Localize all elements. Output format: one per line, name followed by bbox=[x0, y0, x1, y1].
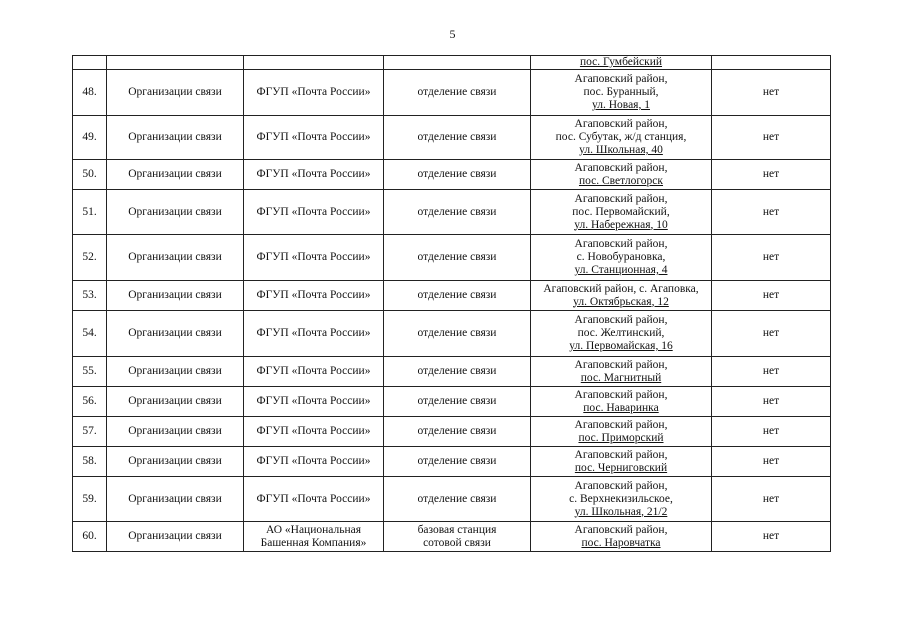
cell-category: Организации связи bbox=[107, 281, 244, 311]
org-line: ФГУП «Почта России» bbox=[256, 365, 371, 377]
cell-num: 56. bbox=[73, 387, 107, 417]
cell-status: нет bbox=[712, 190, 831, 235]
address-line: пос. Наваринка bbox=[583, 401, 659, 414]
table-row bbox=[73, 417, 831, 447]
org-line: ФГУП «Почта России» bbox=[256, 327, 371, 339]
cell-status: нет bbox=[712, 235, 831, 281]
address-line: с. Новобурановка, bbox=[576, 251, 666, 263]
org-line: ФГУП «Почта России» bbox=[256, 131, 371, 143]
cell-address bbox=[531, 160, 712, 190]
cell-address bbox=[531, 522, 712, 552]
cell-status: нет bbox=[712, 160, 831, 190]
table-row bbox=[73, 447, 831, 477]
type-line: отделение связи bbox=[417, 365, 497, 377]
cell-type bbox=[384, 311, 531, 357]
cell-num: 50. bbox=[73, 160, 107, 190]
page-number: 5 bbox=[449, 27, 456, 41]
cell-org bbox=[244, 160, 384, 190]
address-line: пос. Гумбейский bbox=[579, 56, 663, 68]
address-line: Агаповский район, bbox=[574, 192, 668, 205]
cell-org bbox=[244, 357, 384, 387]
table-row bbox=[73, 70, 831, 116]
cell-num: 55. bbox=[73, 357, 107, 387]
cell-org bbox=[244, 235, 384, 281]
address-line: ул. Первомайская, 16 bbox=[569, 340, 673, 352]
cell-address bbox=[531, 477, 712, 522]
address-line: пос. Буранный, bbox=[583, 86, 659, 98]
table-row bbox=[73, 190, 831, 235]
cell-org bbox=[244, 116, 384, 160]
cell-num: 49. bbox=[73, 116, 107, 160]
cell-address bbox=[531, 417, 712, 447]
address-line: пос. Первомайский, bbox=[572, 205, 670, 218]
cell-category: Организации связи bbox=[107, 387, 244, 417]
cell-address bbox=[531, 235, 712, 281]
org-line: ФГУП «Почта России» bbox=[256, 425, 371, 437]
cell-type bbox=[384, 387, 531, 417]
cell-type bbox=[384, 447, 531, 477]
address-line: пос. Желтинский, bbox=[577, 327, 665, 339]
type-line: отделение связи bbox=[417, 455, 497, 467]
cell-category: Организации связи bbox=[107, 417, 244, 447]
org-line: АО «Национальная bbox=[265, 523, 362, 536]
cell-type bbox=[384, 357, 531, 387]
address-line: Агаповский район, bbox=[574, 523, 668, 536]
cell-type bbox=[384, 56, 531, 70]
cell-org bbox=[244, 417, 384, 447]
cell-address bbox=[531, 190, 712, 235]
org-line: ФГУП «Почта России» bbox=[256, 395, 371, 407]
address-line: пос. Наровчатка bbox=[581, 536, 661, 549]
cell-num: 58. bbox=[73, 447, 107, 477]
type-line: отделение связи bbox=[417, 86, 497, 98]
table-row bbox=[73, 116, 831, 160]
cell-num: 48. bbox=[73, 70, 107, 116]
cell-status: нет bbox=[712, 311, 831, 357]
cell-org bbox=[244, 447, 384, 477]
type-line: сотовой связи bbox=[423, 536, 491, 549]
cell-type bbox=[384, 522, 531, 552]
cell-address bbox=[531, 447, 712, 477]
address-line: ул. Октябрьская, 12 bbox=[573, 295, 669, 308]
cell-category: Организации связи bbox=[107, 190, 244, 235]
cell-org bbox=[244, 311, 384, 357]
address-line: пос. Светлогорск bbox=[578, 174, 664, 187]
type-line: базовая станция bbox=[417, 523, 497, 536]
address-line: Агаповский район, bbox=[574, 358, 668, 371]
cell-org bbox=[244, 70, 384, 116]
address-line: пос. Черниговский bbox=[574, 461, 668, 474]
cell-type bbox=[384, 190, 531, 235]
address-line: Агаповский район, bbox=[574, 118, 668, 130]
org-line: ФГУП «Почта России» bbox=[256, 289, 371, 301]
type-line: отделение связи bbox=[417, 131, 497, 143]
cell-address bbox=[531, 281, 712, 311]
cell-category: Организации связи bbox=[107, 235, 244, 281]
cell-address bbox=[531, 357, 712, 387]
cell-num bbox=[73, 56, 107, 70]
address-line: Агаповский район, bbox=[574, 448, 668, 461]
address-line: ул. Новая, 1 bbox=[592, 99, 650, 111]
cell-type bbox=[384, 281, 531, 311]
org-line: ФГУП «Почта России» bbox=[256, 455, 371, 467]
table-row bbox=[73, 522, 831, 552]
cell-category: Организации связи bbox=[107, 522, 244, 552]
address-line: Агаповский район, с. Агаповка, bbox=[543, 282, 699, 295]
cell-num: 54. bbox=[73, 311, 107, 357]
table-row-continuation bbox=[73, 56, 831, 70]
address-line: Агаповский район, bbox=[574, 238, 668, 250]
cell-category: Организации связи bbox=[107, 116, 244, 160]
cell-category: Организации связи bbox=[107, 311, 244, 357]
address-line: Агаповский район, bbox=[574, 161, 668, 174]
address-line: Агаповский район, bbox=[574, 73, 668, 85]
cell-org bbox=[244, 281, 384, 311]
cell-status: нет bbox=[712, 522, 831, 552]
address-line: Агаповский район, bbox=[574, 418, 668, 431]
address-line: пос. Субутак, ж/д станция, bbox=[555, 131, 687, 143]
table-row bbox=[73, 311, 831, 357]
cell-status: нет bbox=[712, 357, 831, 387]
table-row bbox=[73, 387, 831, 417]
type-line: отделение связи bbox=[417, 289, 497, 301]
cell-status: нет bbox=[712, 281, 831, 311]
address-line: пос. Магнитный bbox=[580, 371, 662, 384]
cell-org bbox=[244, 477, 384, 522]
cell-org bbox=[244, 190, 384, 235]
cell-category: Организации связи bbox=[107, 447, 244, 477]
address-line: ул. Набережная, 10 bbox=[574, 218, 668, 231]
org-line: Башенная Компания» bbox=[260, 536, 367, 549]
org-line: ФГУП «Почта России» bbox=[256, 251, 371, 263]
cell-category: Организации связи bbox=[107, 160, 244, 190]
cell-status: нет bbox=[712, 387, 831, 417]
cell-type bbox=[384, 160, 531, 190]
table-row bbox=[73, 235, 831, 281]
cell-status: нет bbox=[712, 417, 831, 447]
address-line: Агаповский район, bbox=[574, 314, 668, 326]
cell-type bbox=[384, 116, 531, 160]
type-line: отделение связи bbox=[417, 425, 497, 437]
type-line: отделение связи bbox=[417, 492, 497, 505]
cell-category: Организации связи bbox=[107, 357, 244, 387]
table-row bbox=[73, 281, 831, 311]
cell-org bbox=[244, 387, 384, 417]
table-row bbox=[73, 357, 831, 387]
facilities-table bbox=[72, 55, 831, 552]
cell-address bbox=[531, 387, 712, 417]
org-line: ФГУП «Почта России» bbox=[256, 168, 371, 180]
org-line: ФГУП «Почта России» bbox=[256, 205, 371, 218]
cell-address bbox=[531, 56, 712, 70]
cell-org bbox=[244, 56, 384, 70]
address-line: пос. Приморский bbox=[578, 431, 664, 444]
cell-type bbox=[384, 235, 531, 281]
cell-type bbox=[384, 70, 531, 116]
table-row bbox=[73, 477, 831, 522]
type-line: отделение связи bbox=[417, 168, 497, 180]
cell-num: 53. bbox=[73, 281, 107, 311]
cell-type bbox=[384, 417, 531, 447]
type-line: отделение связи bbox=[417, 327, 497, 339]
cell-status: нет bbox=[712, 447, 831, 477]
org-line: ФГУП «Почта России» bbox=[256, 86, 371, 98]
address-line: Агаповский район, bbox=[574, 479, 668, 492]
address-line: ул. Школьная, 21/2 bbox=[574, 505, 668, 518]
cell-address bbox=[531, 116, 712, 160]
cell-num: 57. bbox=[73, 417, 107, 447]
cell-category: Организации связи bbox=[107, 477, 244, 522]
type-line: отделение связи bbox=[417, 251, 497, 263]
cell-status bbox=[712, 56, 831, 70]
cell-org bbox=[244, 522, 384, 552]
cell-category: Организации связи bbox=[107, 70, 244, 116]
cell-status: нет bbox=[712, 116, 831, 160]
address-line: ул. Школьная, 40 bbox=[579, 144, 663, 156]
address-line: с. Верхнекизильское, bbox=[569, 492, 673, 505]
cell-status: нет bbox=[712, 70, 831, 116]
address-line: Агаповский район, bbox=[574, 388, 668, 401]
table-row bbox=[73, 160, 831, 190]
cell-category bbox=[107, 56, 244, 70]
cell-num: 59. bbox=[73, 477, 107, 522]
org-line: ФГУП «Почта России» bbox=[256, 492, 371, 505]
cell-num: 51. bbox=[73, 190, 107, 235]
type-line: отделение связи bbox=[417, 395, 497, 407]
cell-type bbox=[384, 477, 531, 522]
type-line: отделение связи bbox=[417, 205, 497, 218]
cell-num: 60. bbox=[73, 522, 107, 552]
cell-num: 52. bbox=[73, 235, 107, 281]
cell-address bbox=[531, 311, 712, 357]
cell-status: нет bbox=[712, 477, 831, 522]
cell-address bbox=[531, 70, 712, 116]
address-line: ул. Станционная, 4 bbox=[574, 264, 668, 276]
